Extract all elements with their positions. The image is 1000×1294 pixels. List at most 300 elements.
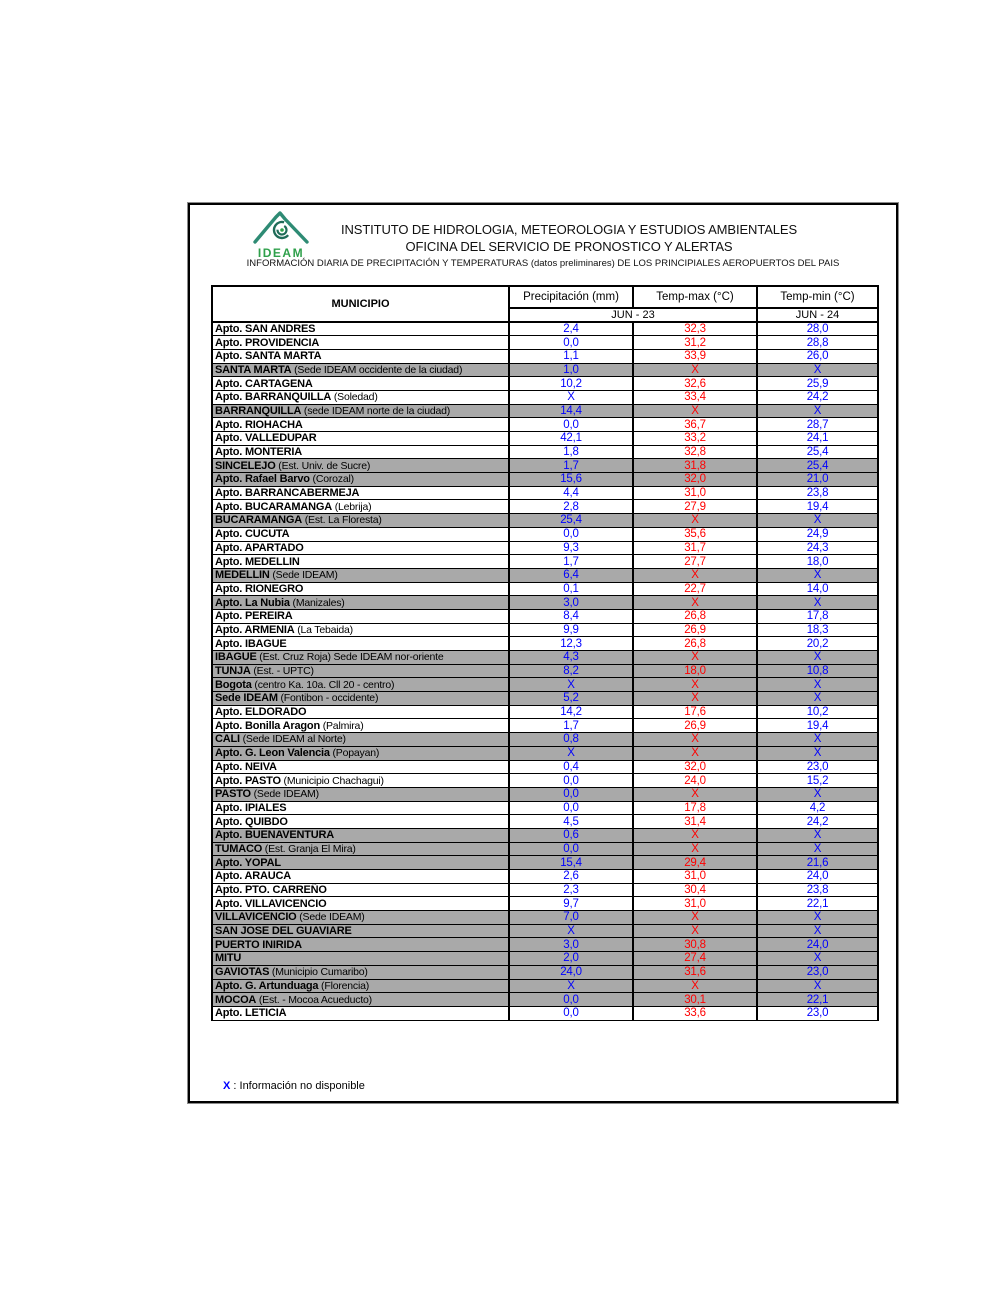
temp-min-value: 23,8 <box>757 486 878 500</box>
temp-max-value: 30,8 <box>633 938 757 952</box>
temp-max-value: 31,2 <box>633 336 757 350</box>
org-title-line1: INSTITUTO DE HIDROLOGIA, METEOROLOGIA Y ESTUDIOS AMBIENTALES <box>340 222 798 237</box>
municipio-cell <box>212 404 509 418</box>
title-block <box>242 222 896 254</box>
municipio-cell <box>212 952 509 966</box>
municipio-cell <box>212 568 509 582</box>
precip-value: 0,0 <box>509 993 633 1007</box>
table-row <box>212 1006 878 1020</box>
table-row <box>212 911 878 925</box>
municipio-name: TUMACO <box>215 842 263 855</box>
municipio-cell <box>212 349 509 363</box>
municipio-name: Apto. PEREIRA <box>215 610 293 623</box>
municipio-name: VILLAVICENCIO <box>215 911 297 924</box>
table-row <box>212 774 878 788</box>
municipio-name: GAVIOTAS <box>215 966 270 979</box>
table-row <box>212 514 878 528</box>
municipio-note: (Fontibon - occidente) <box>277 692 379 705</box>
precip-value: 5,2 <box>509 692 633 706</box>
precip-value: 0,0 <box>509 1006 633 1020</box>
municipio-name: BUCARAMANGA <box>215 514 303 527</box>
municipio-name: Apto. YOPAL <box>215 856 281 869</box>
table-row <box>212 568 878 582</box>
municipio-cell <box>212 911 509 925</box>
municipio-note: (Soledad) <box>331 391 378 404</box>
municipio-note: (Est. Univ. de Sucre) <box>275 459 371 472</box>
municipio-cell <box>212 459 509 473</box>
municipio-cell <box>212 432 509 446</box>
precip-value: 42,1 <box>509 432 633 446</box>
municipio-note: (Sede IDEAM) <box>269 569 338 582</box>
municipio-cell <box>212 336 509 350</box>
column-header-temp-min: Temp-min (°C) <box>757 286 878 308</box>
municipio-name: Apto. MONTERIA <box>215 446 303 459</box>
municipio-name: Apto. IPIALES <box>215 801 287 814</box>
municipio-name: Apto. Bonilla Aragon <box>215 719 320 732</box>
temp-max-value: 27,9 <box>633 500 757 514</box>
temp-max-value: 31,4 <box>633 815 757 829</box>
table-row <box>212 856 878 870</box>
temp-min-value: X <box>757 952 878 966</box>
precip-value: X <box>509 390 633 404</box>
precip-value: 4,4 <box>509 486 633 500</box>
municipio-cell <box>212 897 509 911</box>
temp-min-value: 18,0 <box>757 555 878 569</box>
municipio-name: PUERTO INIRIDA <box>215 938 302 951</box>
precip-value: 3,0 <box>509 596 633 610</box>
temp-min-value: X <box>757 842 878 856</box>
table-row <box>212 733 878 747</box>
table-row <box>212 952 878 966</box>
temp-min-value: 22,1 <box>757 897 878 911</box>
municipio-cell <box>212 842 509 856</box>
precip-value: 2,0 <box>509 952 633 966</box>
municipio-note: (Lebrija) <box>331 500 372 513</box>
precip-value: 1,0 <box>509 363 633 377</box>
precip-value: 14,2 <box>509 705 633 719</box>
municipio-cell <box>212 787 509 801</box>
municipio-cell <box>212 322 509 336</box>
precip-value: 25,4 <box>509 514 633 528</box>
municipio-cell <box>212 582 509 596</box>
precip-value: 1,1 <box>509 349 633 363</box>
temp-max-value: X <box>633 514 757 528</box>
precip-value: 1,7 <box>509 555 633 569</box>
municipio-cell <box>212 760 509 774</box>
municipio-cell <box>212 514 509 528</box>
municipio-name: Apto. IBAGUE <box>215 637 287 650</box>
municipio-name: Apto. NEIVA <box>215 760 277 773</box>
org-title-line2: OFICINA DEL SERVICIO DE PRONOSTICO Y ALERTAS <box>405 239 733 254</box>
temp-min-value: X <box>757 596 878 610</box>
municipio-cell <box>212 664 509 678</box>
municipio-name: BARRANQUILLA <box>215 404 302 417</box>
municipio-cell <box>212 993 509 1007</box>
municipio-name: Apto. APARTADO <box>215 541 304 554</box>
temp-min-value: 23,0 <box>757 760 878 774</box>
table-row <box>212 801 878 815</box>
precip-value: 15,6 <box>509 473 633 487</box>
table-row <box>212 486 878 500</box>
precip-value: 0,0 <box>509 842 633 856</box>
temp-max-value: X <box>633 404 757 418</box>
temp-min-value: 4,2 <box>757 801 878 815</box>
municipio-name: Apto. PASTO <box>215 774 281 787</box>
precip-value: 0,0 <box>509 336 633 350</box>
precip-value: 1,7 <box>509 459 633 473</box>
municipio-name: Apto. ARMENIA <box>215 623 295 636</box>
temp-max-value: 31,7 <box>633 541 757 555</box>
precip-value: 9,3 <box>509 541 633 555</box>
precip-value: 0,1 <box>509 582 633 596</box>
temp-max-value: 31,0 <box>633 897 757 911</box>
municipio-cell <box>212 623 509 637</box>
temp-min-value: 24,2 <box>757 390 878 404</box>
precip-value: 1,7 <box>509 719 633 733</box>
municipio-note: (sede IDEAM norte de la ciudad) <box>301 404 451 417</box>
temp-max-value: X <box>633 828 757 842</box>
temp-max-value: 24,0 <box>633 774 757 788</box>
municipio-note: (Popayan) <box>329 747 380 760</box>
temp-max-value: X <box>633 568 757 582</box>
municipio-name: Apto. RIOHACHA <box>215 418 303 431</box>
temp-max-value: X <box>633 787 757 801</box>
precip-value: X <box>509 924 633 938</box>
table-row <box>212 363 878 377</box>
municipio-name: Apto. SAN ANDRES <box>215 323 316 336</box>
temp-min-value: 26,0 <box>757 349 878 363</box>
temp-min-value: X <box>757 746 878 760</box>
municipio-name: SAN JOSE DEL GUAVIARE <box>215 925 352 938</box>
municipio-cell <box>212 651 509 665</box>
municipio-note: (Municipio Cumaribo) <box>269 966 368 979</box>
table-row <box>212 527 878 541</box>
municipio-name: Apto. PTO. CARREÑO <box>215 884 327 897</box>
table-row <box>212 993 878 1007</box>
table-row <box>212 555 878 569</box>
table-row <box>212 651 878 665</box>
temp-max-value: X <box>633 924 757 938</box>
table-row <box>212 924 878 938</box>
municipio-cell <box>212 883 509 897</box>
temp-max-value: 32,0 <box>633 760 757 774</box>
table-row <box>212 828 878 842</box>
municipio-cell <box>212 746 509 760</box>
municipio-name: Apto. VALLEDUPAR <box>215 432 317 445</box>
temp-min-value: 22,1 <box>757 993 878 1007</box>
precip-value: 0,4 <box>509 760 633 774</box>
municipio-note: (Est. - Mocoa Acueducto) <box>256 993 372 1006</box>
municipio-note: (Corozal) <box>309 473 354 486</box>
municipio-name: Apto. G. Leon Valencia <box>215 747 330 760</box>
legend-symbol: X <box>223 1080 231 1092</box>
temp-min-value: 15,2 <box>757 774 878 788</box>
table-row <box>212 883 878 897</box>
table-row <box>212 609 878 623</box>
temp-max-value: X <box>633 979 757 993</box>
temp-max-value: 33,6 <box>633 1006 757 1020</box>
municipio-name: MITU <box>215 952 242 965</box>
temp-min-value: X <box>757 733 878 747</box>
municipio-name: Apto. Rafael Barvo <box>215 473 310 486</box>
municipio-note: (Est. Granja El Mira) <box>262 842 356 855</box>
legend-note <box>223 1080 365 1092</box>
temp-max-value: X <box>633 363 757 377</box>
temp-min-value: X <box>757 678 878 692</box>
temp-min-value: 24,0 <box>757 938 878 952</box>
date-header-jun-23: JUN - 23 <box>509 308 757 322</box>
precip-value: 24,0 <box>509 965 633 979</box>
municipio-cell <box>212 418 509 432</box>
municipio-cell <box>212 637 509 651</box>
precip-value: 2,4 <box>509 322 633 336</box>
municipio-name: PASTO <box>215 788 251 801</box>
municipio-note: (Est. - UPTC) <box>250 665 314 678</box>
municipio-name: MOCOA <box>215 993 257 1006</box>
municipio-name: Apto. BUENAVENTURA <box>215 829 335 842</box>
temp-max-value: X <box>633 733 757 747</box>
municipio-name: Apto. BARRANCABERMEJA <box>215 487 360 500</box>
table-row <box>212 760 878 774</box>
temp-min-value: 28,8 <box>757 336 878 350</box>
precip-value: X <box>509 678 633 692</box>
municipio-cell <box>212 692 509 706</box>
municipio-cell <box>212 815 509 829</box>
table-row <box>212 377 878 391</box>
precip-value: 8,2 <box>509 664 633 678</box>
municipio-cell <box>212 363 509 377</box>
municipio-cell <box>212 856 509 870</box>
temp-max-value: 26,8 <box>633 609 757 623</box>
municipio-cell <box>212 390 509 404</box>
table-row <box>212 870 878 884</box>
temp-min-value: 20,2 <box>757 637 878 651</box>
temp-max-value: X <box>633 651 757 665</box>
municipio-name: Bogota <box>215 678 252 691</box>
table-row <box>212 582 878 596</box>
municipio-cell <box>212 445 509 459</box>
weather-data-table <box>211 285 879 1021</box>
temp-min-value: 23,0 <box>757 965 878 979</box>
precip-value: 0,0 <box>509 774 633 788</box>
municipio-note: (centro Ka. 10a. Cll 20 - centro) <box>251 678 395 691</box>
table-body <box>212 322 878 1020</box>
temp-max-value: 26,8 <box>633 637 757 651</box>
ideam-logo-label: IDEAM <box>257 246 305 260</box>
temp-min-value: 25,4 <box>757 445 878 459</box>
temp-max-value: 33,4 <box>633 390 757 404</box>
temp-min-value: 10,2 <box>757 705 878 719</box>
municipio-cell <box>212 828 509 842</box>
municipio-name: Apto. La Nubia <box>215 596 290 609</box>
column-header-precipitacion: Precipitación (mm) <box>509 286 633 308</box>
municipio-cell <box>212 979 509 993</box>
municipio-cell <box>212 473 509 487</box>
temp-max-value: 32,8 <box>633 445 757 459</box>
report-inner-frame <box>188 203 898 1103</box>
municipio-name: Apto. LETICIA <box>215 1007 287 1020</box>
temp-max-value: 27,4 <box>633 952 757 966</box>
temp-max-value: X <box>633 678 757 692</box>
table-row <box>212 459 878 473</box>
precip-value: 6,4 <box>509 568 633 582</box>
temp-min-value: 24,3 <box>757 541 878 555</box>
temp-min-value: X <box>757 692 878 706</box>
table-row <box>212 596 878 610</box>
municipio-cell <box>212 733 509 747</box>
municipio-cell <box>212 596 509 610</box>
municipio-note: (Palmira) <box>319 719 364 732</box>
temp-min-value: 18,3 <box>757 623 878 637</box>
date-header-jun-24: JUN - 24 <box>757 308 878 322</box>
temp-min-value: X <box>757 787 878 801</box>
precip-value: 7,0 <box>509 911 633 925</box>
precip-value: 9,9 <box>509 623 633 637</box>
temp-max-value: 26,9 <box>633 623 757 637</box>
precip-value: 2,8 <box>509 500 633 514</box>
temp-min-value: X <box>757 979 878 993</box>
temp-max-value: 32,0 <box>633 473 757 487</box>
table-row <box>212 664 878 678</box>
municipio-name: Apto. ARAUCA <box>215 870 292 883</box>
table-row <box>212 432 878 446</box>
table-row <box>212 336 878 350</box>
legend-text: : Información no disponible <box>230 1080 365 1092</box>
temp-min-value: 23,0 <box>757 1006 878 1020</box>
municipio-name: Apto. CARTAGENA <box>215 377 313 390</box>
temp-min-value: 19,4 <box>757 719 878 733</box>
temp-max-value: 36,7 <box>633 418 757 432</box>
report-header <box>190 205 896 285</box>
municipio-note: (Florencia) <box>318 979 370 992</box>
temp-min-value: 28,0 <box>757 322 878 336</box>
municipio-cell <box>212 555 509 569</box>
municipio-name: TUNJA <box>215 665 251 678</box>
temp-min-value: X <box>757 514 878 528</box>
municipio-cell <box>212 774 509 788</box>
temp-max-value: X <box>633 911 757 925</box>
municipio-cell <box>212 486 509 500</box>
temp-max-value: 35,6 <box>633 527 757 541</box>
temp-min-value: X <box>757 404 878 418</box>
temp-max-value: 31,6 <box>633 965 757 979</box>
temp-min-value: 19,4 <box>757 500 878 514</box>
municipio-note: (Est. La Floresta) <box>302 514 382 527</box>
municipio-note: (Sede IDEAM al Norte) <box>239 733 346 746</box>
temp-min-value: X <box>757 651 878 665</box>
temp-max-value: 18,0 <box>633 664 757 678</box>
municipio-name: SINCELEJO <box>215 459 276 472</box>
table-row <box>212 897 878 911</box>
precip-value: 0,0 <box>509 801 633 815</box>
precip-value: 0,0 <box>509 418 633 432</box>
municipio-note: (Est. Cruz Roja) Sede IDEAM nor-oriente <box>256 651 444 664</box>
temp-max-value: 33,9 <box>633 349 757 363</box>
precip-value: 14,4 <box>509 404 633 418</box>
municipio-name: Apto. BUCARAMANGA <box>215 500 332 513</box>
municipio-name: Apto. QUIBDO <box>215 815 288 828</box>
municipio-name: SANTA MARTA <box>215 363 292 376</box>
temp-min-value: 28,7 <box>757 418 878 432</box>
temp-min-value: 10,8 <box>757 664 878 678</box>
temp-min-value: 25,4 <box>757 459 878 473</box>
municipio-note: (La Tebaida) <box>294 623 353 636</box>
table-header <box>212 286 878 322</box>
temp-min-value: X <box>757 924 878 938</box>
municipio-name: CALI <box>215 733 240 746</box>
municipio-cell <box>212 870 509 884</box>
municipio-name: Apto. PROVIDENCIA <box>215 336 320 349</box>
precip-value: X <box>509 979 633 993</box>
table-row <box>212 787 878 801</box>
table-row <box>212 746 878 760</box>
column-header-municipio: MUNICIPIO <box>212 286 509 322</box>
temp-max-value: 32,3 <box>633 322 757 336</box>
table-row <box>212 473 878 487</box>
temp-min-value: 25,9 <box>757 377 878 391</box>
table-row <box>212 418 878 432</box>
temp-max-value: 17,6 <box>633 705 757 719</box>
table-row <box>212 705 878 719</box>
temp-max-value: 31,0 <box>633 870 757 884</box>
municipio-cell <box>212 801 509 815</box>
temp-min-value: 24,9 <box>757 527 878 541</box>
column-header-temp-max: Temp-max (°C) <box>633 286 757 308</box>
temp-min-value: 23,8 <box>757 883 878 897</box>
temp-max-value: X <box>633 842 757 856</box>
table-row <box>212 938 878 952</box>
table-row <box>212 678 878 692</box>
temp-max-value: 22,7 <box>633 582 757 596</box>
precip-value: 9,7 <box>509 897 633 911</box>
municipio-note: (Sede IDEAM) <box>296 911 365 924</box>
temp-max-value: 33,2 <box>633 432 757 446</box>
precip-value: 4,3 <box>509 651 633 665</box>
precip-value: 0,6 <box>509 828 633 842</box>
precip-value: 10,2 <box>509 377 633 391</box>
temp-max-value: 31,8 <box>633 459 757 473</box>
municipio-cell <box>212 609 509 623</box>
municipio-cell <box>212 705 509 719</box>
temp-min-value: 17,8 <box>757 609 878 623</box>
municipio-cell <box>212 924 509 938</box>
municipio-note: (Sede IDEAM occidente de la ciudad) <box>291 363 463 376</box>
temp-min-value: 24,0 <box>757 870 878 884</box>
municipio-name: IBAGUE <box>215 651 257 664</box>
temp-max-value: 31,0 <box>633 486 757 500</box>
temp-min-value: 21,6 <box>757 856 878 870</box>
temp-max-value: 30,4 <box>633 883 757 897</box>
table-row <box>212 637 878 651</box>
municipio-note: (Sede IDEAM) <box>250 788 319 801</box>
municipio-name: Apto. RIONEGRO <box>215 582 304 595</box>
municipio-name: Apto. G. Artunduaga <box>215 979 319 992</box>
precip-value: 15,4 <box>509 856 633 870</box>
precip-value: 3,0 <box>509 938 633 952</box>
table-row <box>212 815 878 829</box>
temp-min-value: X <box>757 911 878 925</box>
table-row <box>212 623 878 637</box>
municipio-name: Apto. VILLAVICENCIO <box>215 897 327 910</box>
table-row <box>212 390 878 404</box>
temp-min-value: 24,2 <box>757 815 878 829</box>
municipio-cell <box>212 541 509 555</box>
precip-value: 1,8 <box>509 445 633 459</box>
municipio-name: MEDELLIN <box>215 569 270 582</box>
municipio-cell <box>212 678 509 692</box>
temp-min-value: X <box>757 828 878 842</box>
municipio-name: Apto. MEDELLIN <box>215 555 300 568</box>
